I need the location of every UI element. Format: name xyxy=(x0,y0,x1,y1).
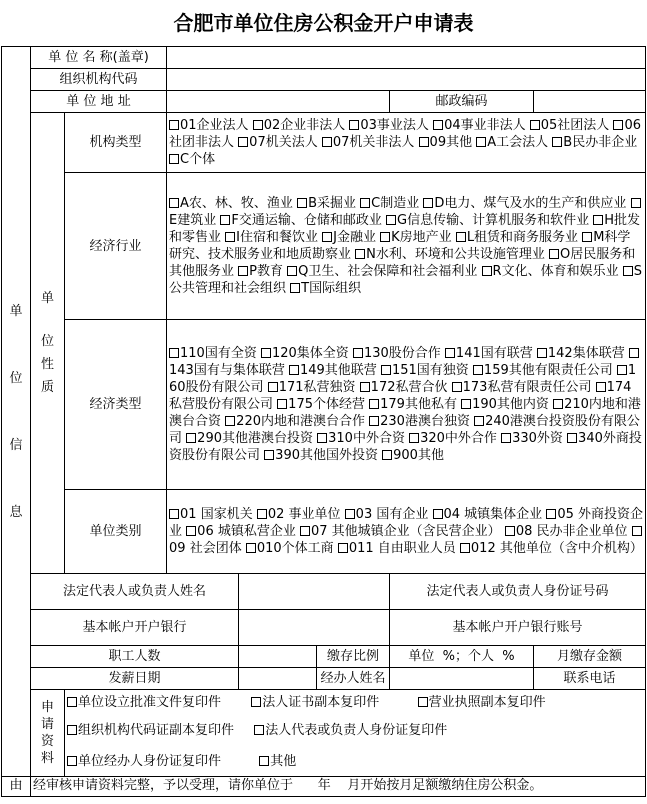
option-checkbox[interactable]: 210内地和港澳台合资 xyxy=(169,397,641,429)
application-form xyxy=(1,46,646,797)
employee-count-label: 职工人数 xyxy=(31,646,239,668)
docs-row-1 xyxy=(65,690,646,715)
acceptance-note: 经审核申请资料完整，予以受理，请你单位于 年 月开始按月足额缴纳住房公积金。 xyxy=(31,777,646,797)
option-checkbox[interactable]: C个体 xyxy=(169,152,215,167)
economic-type-label: 经济类型 xyxy=(65,320,167,490)
pay-date-label: 发薪日期 xyxy=(31,668,239,690)
option-checkbox[interactable]: F交通运输、仓储和邮政业 xyxy=(220,213,381,228)
option-checkbox[interactable]: 130股份合作 xyxy=(353,346,441,361)
option-checkbox[interactable]: 02企业非法人 xyxy=(253,118,346,133)
operator-name-field[interactable] xyxy=(390,668,534,690)
option-checkbox[interactable]: 290其他港澳台投资 xyxy=(186,431,313,446)
option-checkbox[interactable]: 151国有独资 xyxy=(381,363,469,378)
option-checkbox[interactable]: 07机关法人 xyxy=(238,135,318,150)
postal-code-label: 邮政编码 xyxy=(390,91,534,113)
option-checkbox[interactable]: N水利、环境和公共设施管理业 xyxy=(355,247,545,262)
option-checkbox[interactable]: 010个体工商 xyxy=(246,541,334,556)
option-checkbox[interactable]: 04事业非法人 xyxy=(433,118,526,133)
employee-count-field[interactable] xyxy=(239,646,317,668)
option-checkbox[interactable]: M科学研究、技术服务业和地质勘察业 xyxy=(169,230,631,262)
application-docs-label: 申 请 资 料 xyxy=(31,690,65,777)
option-checkbox[interactable]: 330外资 xyxy=(501,431,563,446)
option-checkbox[interactable]: 149其他联营 xyxy=(289,363,377,378)
unit-nature-label: 单 位 性 质 xyxy=(31,113,65,574)
org-type-label: 机构类型 xyxy=(65,113,167,173)
option-checkbox[interactable]: 220内地和港澳台合作 xyxy=(225,414,365,429)
basic-bank-field[interactable] xyxy=(239,610,390,646)
option-checkbox[interactable]: 02 事业单位 xyxy=(257,507,341,522)
option-checkbox[interactable]: B采掘业 xyxy=(297,196,356,211)
option-checkbox[interactable]: 320中外合作 xyxy=(409,431,497,446)
option-checkbox[interactable]: 09其他 xyxy=(419,135,473,150)
option-checkbox[interactable]: K房地产业 xyxy=(380,230,452,245)
monthly-amount-label: 月缴存金额 xyxy=(534,646,646,668)
option-checkbox[interactable]: A工会法人 xyxy=(476,135,548,150)
doc-checkbox[interactable]: 单位设立批准文件复印件 xyxy=(67,695,221,710)
option-checkbox[interactable]: 141国有联营 xyxy=(445,346,533,361)
option-checkbox[interactable]: 05社团法人 xyxy=(530,118,610,133)
option-checkbox[interactable]: O居民服务和其他服务业 xyxy=(169,247,636,279)
economic-type-options xyxy=(167,320,646,490)
option-checkbox[interactable]: 110国有全资 xyxy=(169,346,257,361)
economic-industry-label: 经济行业 xyxy=(65,173,167,320)
doc-checkbox[interactable]: 其他 xyxy=(259,754,296,769)
industry-options xyxy=(167,173,646,320)
doc-checkbox[interactable]: 单位经办人身份证复印件 xyxy=(67,754,221,769)
option-checkbox[interactable]: T国际组织 xyxy=(290,281,361,296)
option-checkbox[interactable]: P教育 xyxy=(238,264,283,279)
option-checkbox[interactable]: L租赁和商务服务业 xyxy=(456,230,578,245)
option-checkbox[interactable]: 120集体全资 xyxy=(261,346,349,361)
option-checkbox[interactable]: C制造业 xyxy=(360,196,419,211)
option-checkbox[interactable]: 230港澳台独资 xyxy=(369,414,470,429)
option-checkbox[interactable]: 06 城镇私营企业 xyxy=(186,524,296,539)
option-checkbox[interactable]: S公共管理和社会组织 xyxy=(169,264,642,296)
unit-name-label: 单 位 名 称(盖章) xyxy=(31,47,167,69)
postal-code-field[interactable] xyxy=(534,91,646,113)
pay-date-field[interactable] xyxy=(239,668,317,690)
form-title: 合肥市单位住房公积金开户申请表 xyxy=(173,11,474,35)
option-checkbox[interactable]: Q卫生、社会保障和社会福利业 xyxy=(287,264,477,279)
option-checkbox[interactable]: J金融业 xyxy=(322,230,376,245)
deposit-ratio-field[interactable]: 单位 %；个人 % xyxy=(390,646,534,668)
doc-checkbox[interactable]: 营业执照副本复印件 xyxy=(418,695,546,710)
option-checkbox[interactable]: R文化、体育和娱乐业 xyxy=(482,264,619,279)
option-checkbox[interactable]: E建筑业 xyxy=(169,196,641,228)
option-checkbox[interactable]: 04 城镇集体企业 xyxy=(433,507,543,522)
org-type-options xyxy=(167,113,646,173)
option-checkbox[interactable]: 900其他 xyxy=(382,448,444,463)
option-checkbox[interactable]: 012 其他单位（含中介机构） xyxy=(460,541,643,556)
doc-checkbox[interactable]: 组织机构代码证副本复印件 xyxy=(67,723,234,738)
option-checkbox[interactable]: 390其他国外投资 xyxy=(264,448,378,463)
unit-address-field[interactable] xyxy=(167,91,390,113)
option-checkbox[interactable]: 03 国有企业 xyxy=(345,507,429,522)
option-checkbox[interactable]: 340外商投资股份有限公司 xyxy=(169,431,642,463)
option-checkbox[interactable]: 159其他有限责任公司 xyxy=(473,363,613,378)
option-checkbox[interactable]: 310中外合资 xyxy=(317,431,405,446)
option-checkbox[interactable]: 173私营有限责任公司 xyxy=(452,380,592,395)
option-checkbox[interactable]: 07机关非法人 xyxy=(322,135,415,150)
operator-name-label: 经办人姓名 xyxy=(317,668,390,690)
doc-checkbox[interactable]: 法人证书副本复印件 xyxy=(251,695,379,710)
option-checkbox[interactable]: 06社团非法人 xyxy=(169,118,641,150)
basic-bank-label: 基本帐户开户银行 xyxy=(31,610,239,646)
option-checkbox[interactable]: A农、林、牧、渔业 xyxy=(169,196,293,211)
option-checkbox[interactable]: 175个体经营 xyxy=(277,397,365,412)
option-checkbox[interactable]: 174私营股份有限公司 xyxy=(169,380,632,412)
note-label: 由 xyxy=(2,777,31,797)
option-checkbox[interactable]: 172私营合伙 xyxy=(360,380,448,395)
legal-rep-name-label: 法定代表人或负责人姓名 xyxy=(31,574,239,610)
org-code-field[interactable] xyxy=(167,69,646,91)
option-checkbox[interactable]: H批发和零售业 xyxy=(169,213,640,245)
contact-phone-label: 联系电话 xyxy=(534,668,646,690)
unit-category-label: 单位类别 xyxy=(65,490,167,574)
option-checkbox[interactable]: 01企业法人 xyxy=(169,118,249,133)
option-checkbox[interactable]: 03事业法人 xyxy=(349,118,429,133)
option-checkbox[interactable]: 240港澳台投资股份有限公司 xyxy=(169,414,640,446)
unit-info-label: 单 位 信 息 xyxy=(2,47,31,777)
org-code-label: 组织机构代码 xyxy=(31,69,167,91)
option-checkbox[interactable]: 171私营独资 xyxy=(268,380,356,395)
option-checkbox[interactable]: G信息传输、计算机服务和软件业 xyxy=(386,213,589,228)
legal-rep-id-label: 法定代表人或负责人身份证号码 xyxy=(390,574,646,610)
unit-category-options xyxy=(167,490,646,574)
option-checkbox[interactable]: D电力、煤气及水的生产和供应业 xyxy=(423,196,626,211)
option-checkbox[interactable]: 08 民办非企业单位 xyxy=(505,524,628,539)
option-checkbox[interactable]: 011 自由职业人员 xyxy=(338,541,456,556)
option-checkbox[interactable]: 142集体联营 xyxy=(537,346,625,361)
unit-name-field[interactable] xyxy=(167,47,646,69)
option-checkbox[interactable]: 143国有与集体联营 xyxy=(169,346,640,378)
option-checkbox[interactable]: 160股份有限公司 xyxy=(169,363,637,395)
unit-address-label: 单 位 地 址 xyxy=(31,91,167,113)
deposit-ratio-label: 缴存比例 xyxy=(317,646,390,668)
docs-row-2 xyxy=(65,715,646,747)
option-checkbox[interactable]: 05 外商投资企业 xyxy=(169,507,644,539)
basic-account-label: 基本帐户开户银行账号 xyxy=(390,610,646,646)
legal-rep-name-field[interactable] xyxy=(239,574,390,610)
option-checkbox[interactable]: I住宿和餐饮业 xyxy=(225,230,318,245)
option-checkbox[interactable]: 07 其他城镇企业（含民营企业） xyxy=(300,524,501,539)
doc-checkbox[interactable]: 法人代表或负责人身份证复印件 xyxy=(254,723,447,738)
docs-row-3 xyxy=(65,747,646,777)
option-checkbox[interactable]: 01 国家机关 xyxy=(169,507,253,522)
option-checkbox[interactable]: 190其他内资 xyxy=(461,397,549,412)
option-checkbox[interactable]: B民办非企业 xyxy=(552,135,637,150)
option-checkbox[interactable]: 179其他私有 xyxy=(369,397,457,412)
option-checkbox[interactable]: 09 社会团体 xyxy=(169,524,643,556)
